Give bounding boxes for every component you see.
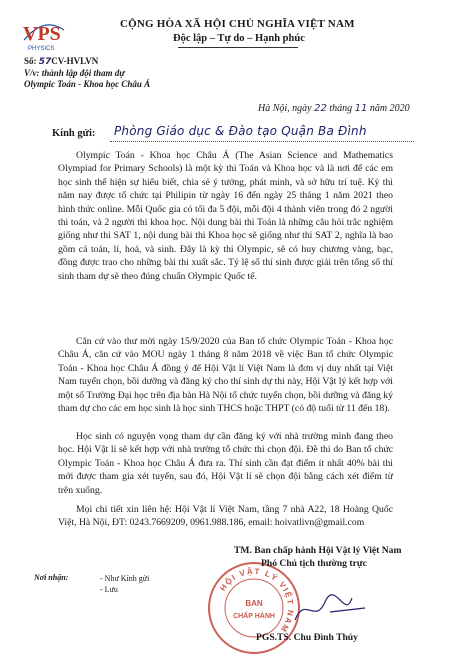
handwritten-signature — [290, 590, 370, 630]
document-date — [258, 103, 410, 114]
recipients-list — [100, 573, 149, 595]
date-suffix: năm 2020 — [367, 103, 410, 114]
recipient-item: - Như Kính gửi — [100, 574, 150, 583]
logo-text: VPS — [23, 23, 61, 45]
document-subject — [24, 68, 150, 90]
recipient-handwritten: Phòng Giáo dục & Đào tạo Quận Ba Đình — [114, 124, 367, 138]
paragraph-text: Olympic Toán - Khoa học Châu Á (The Asian Science and Mathematics Olympiad for Primary Schools) là một kỳ thi Toán và Khoa học và là nơi để các em học sinh thể hiện sự hiểu biết, chia sẻ ý tưởng, phát minh, và sở hữu trí tuệ. Kỳ thi năm nay được tổ chức tại Philipin từ ngày 16 đến ngày 25 tháng 1 năm 2021 theo hình thức online. Mỗi Quốc gia có tối đa 5 đội, mỗi đội 4 thành viên trong đó 2 người thi toán, và 2 người thi khoa học. Nội dung bài thi Toán là những câu hỏi trắc nghiệm giống như thi SAT 1, nội dung bài thi Khoa học sẽ giống như thi SAT 2, nghĩa là bao gồm cả toán, lí, hoá, và sinh. Đây là kỳ thi Olympic, sẽ có huy chương vàng, bạc, đồng được trao cho những bài thi xuất sắc. Tỷ lệ số thí sinh được giải trên tổng số thí sinh tham dự sẽ theo đúng chuẩn Olympic Quốc tế. — [58, 150, 393, 282]
date-month: 11 — [354, 103, 368, 114]
date-prefix: Hà Nội, ngày — [258, 103, 315, 114]
stamp-center-bottom: CHẤP HÀNH — [233, 613, 275, 620]
paragraph-text: Học sinh có nguyện vọng tham dự cần đăng ký với nhà trường mình đang theo học. Hội Vật lí sẽ kết hợp với nhà trường tổ chức thi chọn đội. Đề thi do Ban tổ chức Olympic Toán - Khoa học Châu Á đưa ra. Thí sinh cần đạt điểm ít nhất 40% bài thi mới được tham gia xét tuyển, sau đó, Hội Vật lí sẽ chọn đội bằng cách xét điểm từ trên xuống. — [58, 431, 393, 496]
stamp-ring-text: HỘI VẬT LÝ VIỆT NAM — [218, 566, 296, 635]
recipient-label: Kính gửi: — [52, 128, 96, 139]
date-day: 22 — [314, 103, 327, 114]
body-paragraph-4 — [58, 503, 393, 530]
paragraph-text: Căn cứ vào thư mời ngày 15/9/2020 của Ban tổ chức Olympic Toán - Khoa học Châu Á, căn cứ vào MOU ngày 1 tháng 8 năm 2018 về việc Ban tổ chức Olympic Toán - Khoa học Châu Á đồng ý để Hội Vật lí Việt Nam là đơn vị duy nhất tại Việt Nam tuyển chọn, bồi dưỡng và đăng ký cho thí sinh dự thi này, Hội Vật lý kết hợp với một số Trường Đại học trên địa bàn Hà Nội tổ chức tuyển chọn, bồi dưỡng và đăng ký tham dự cho các em học sinh là học sinh THCS hoặc THPT (có độ tuổi từ 11 đến 18). — [58, 336, 393, 415]
paragraph-text: Mọi chi tiết xin liên hệ: Hội Vật lí Việt Nam, tầng 7 nhà A22, 18 Hoàng Quốc Việt, Hà Nội, ĐT: 0243.7669209, 0961.988.186, email: hoivatlivn@gmail.com — [58, 504, 393, 529]
body-paragraph-3 — [58, 430, 393, 497]
recipients-label: Nơi nhận: — [34, 573, 69, 582]
recipient-item: - Lưu — [100, 585, 118, 594]
body-paragraph-1 — [58, 149, 393, 283]
body-paragraph-2 — [58, 335, 393, 415]
document-number-handwritten: 57 — [38, 57, 52, 67]
motto: Độc lập – Tự do – Hạnh phúc — [173, 33, 305, 44]
stamp-center-top: BAN — [245, 599, 263, 608]
document-number-suffix: CV-HVLVN — [51, 56, 99, 66]
nation-heading: CỘNG HÒA XÃ HỘI CHỦ NGHĨA VIỆT NAM — [120, 18, 355, 30]
subject-line-1: V/v: thành lập đội tham dự — [24, 68, 125, 78]
logo-subtext: PHYSICS — [28, 46, 55, 52]
recipient-line — [52, 126, 414, 144]
signature-name: PGS.TS. Chu Đình Thúy — [256, 632, 358, 643]
motto-underline — [178, 47, 298, 48]
org-logo — [20, 14, 68, 54]
signature-organization: TM. Ban chấp hành Hội Vật lý Việt Nam — [234, 545, 402, 556]
subject-line-2: Olympic Toán - Khoa học Châu Á — [24, 79, 151, 89]
signature-title: Phó Chủ tịch thường trực — [261, 558, 367, 569]
document-number — [24, 56, 98, 67]
date-mid: tháng — [326, 103, 355, 114]
document-number-prefix: Số: — [24, 56, 39, 66]
